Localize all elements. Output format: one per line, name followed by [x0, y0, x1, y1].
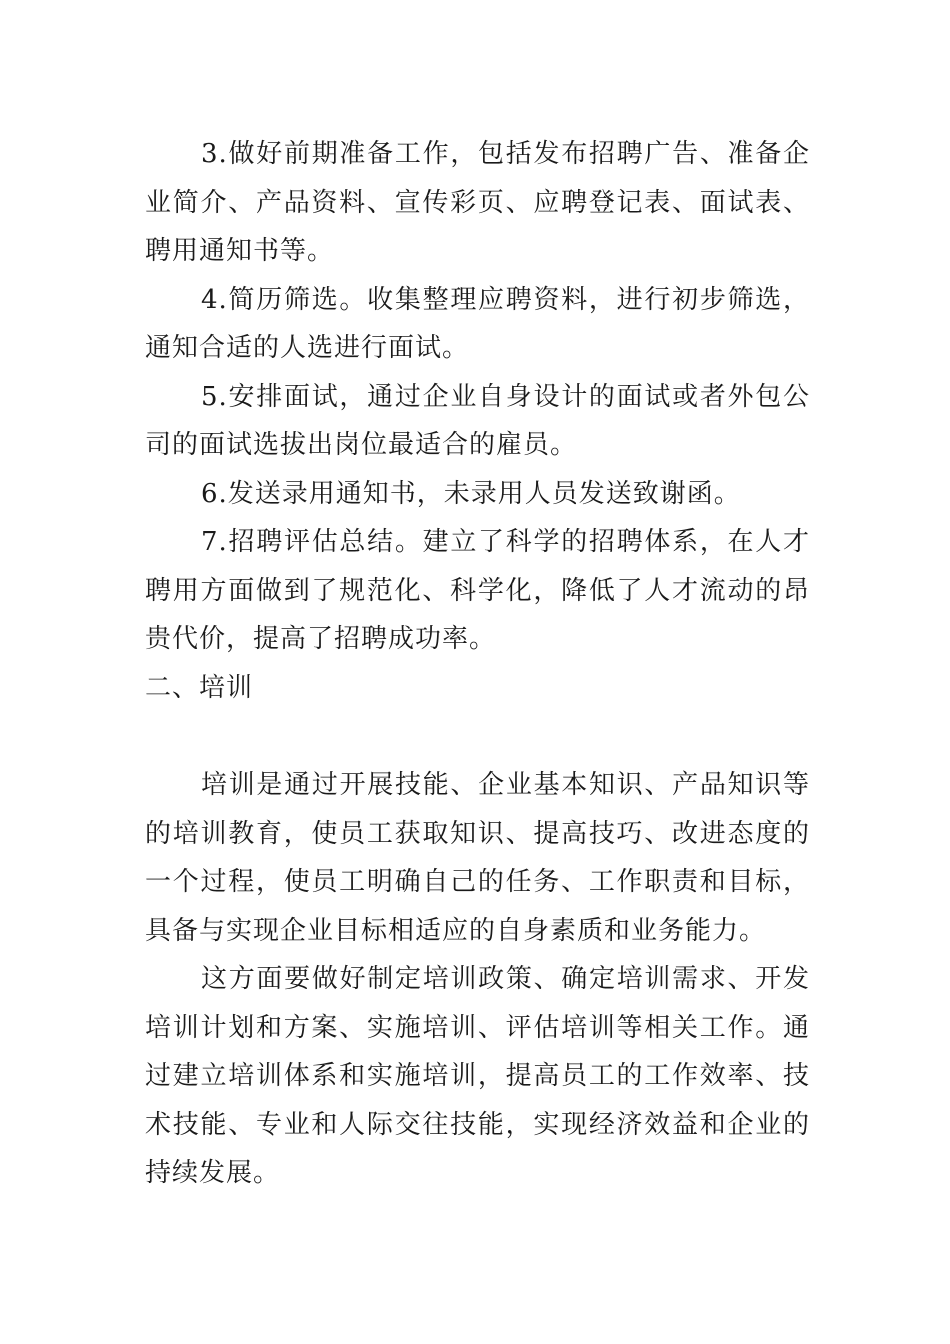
paragraph-training-work: 这方面要做好制定培训政策、确定培训需求、开发培训计划和方案、实施培训、评估培训等相关工作。通过建立培训体系和实施培训，提高员工的工作效率、技术技能、专业和人际交往技能，实现经济效益和企业的持续发展。: [145, 964, 810, 1188]
paragraph-step-4: 4.简历筛选。收集整理应聘资料，进行初步筛选，通知合适的人选进行面试。: [145, 284, 810, 363]
paragraph-step-5: 5.安排面试，通过企业自身设计的面试或者外包公司的面试选拔出岗位最适合的雇员。: [145, 381, 810, 460]
section-heading-training: 二、培训: [145, 672, 254, 703]
paragraph-step-6: 6.发送录用通知书，未录用人员发送致谢函。: [201, 478, 741, 509]
paragraph-step-3: 3.做好前期准备工作，包括发布招聘广告、准备企业简介、产品资料、宣传彩页、应聘登记表、面试表、聘用通知书等。: [145, 139, 810, 266]
paragraph-training-definition: 培训是通过开展技能、企业基本知识、产品知识等的培训教育，使员工获取知识、提高技巧、改进态度的一个过程，使员工明确自己的任务、工作职责和目标，具备与实现企业目标相适应的自身素质和业务能力。: [145, 770, 810, 946]
paragraph-step-7: 7.招聘评估总结。建立了科学的招聘体系，在人才聘用方面做到了规范化、科学化，降低了人才流动的昂贵代价，提高了招聘成功率。: [145, 527, 810, 654]
document-body: [145, 130, 810, 1198]
blank-line: [145, 712, 810, 761]
